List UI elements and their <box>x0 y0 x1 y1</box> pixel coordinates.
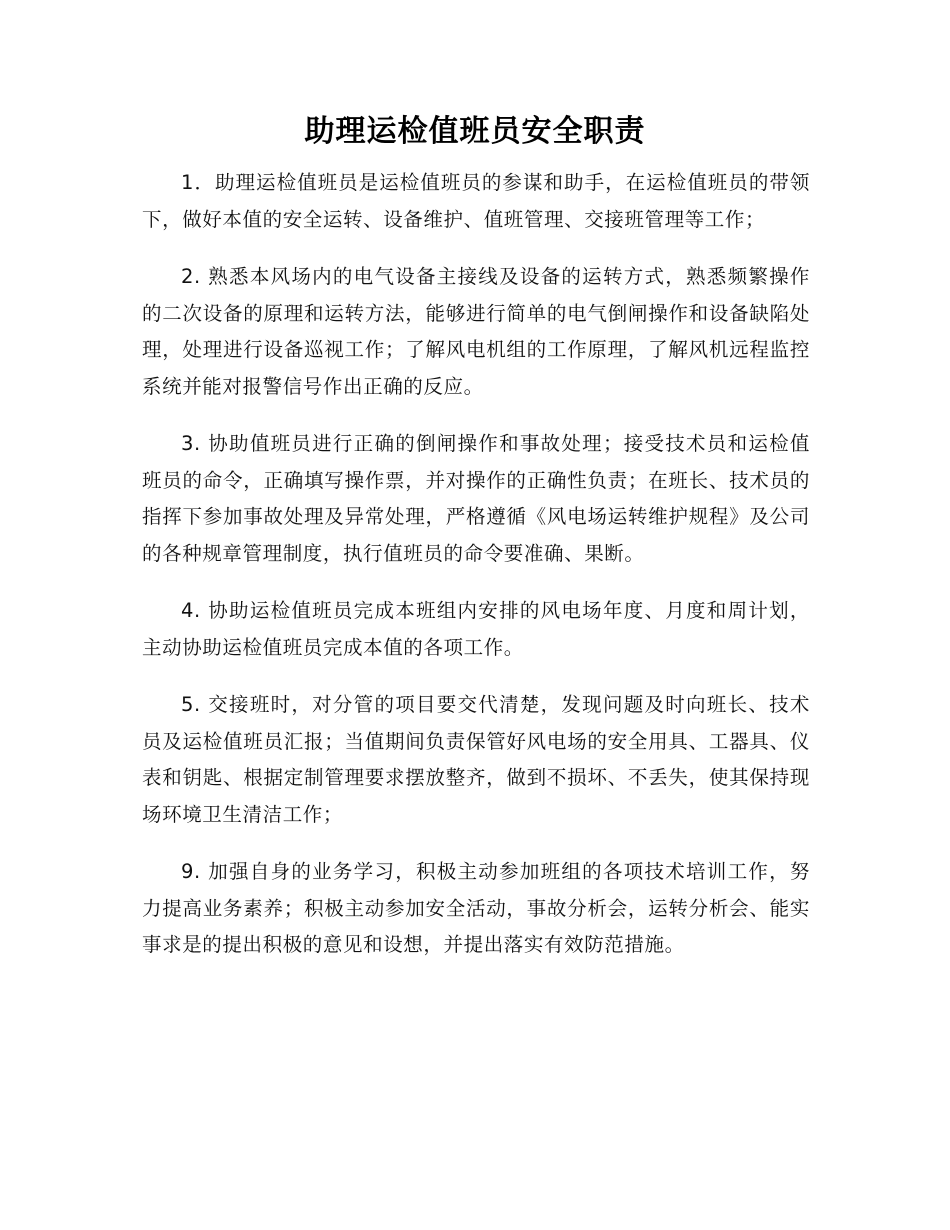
paragraph-1: 1．助理运检值班员是运检值班员的参谋和助手，在运检值班员的带领下，做好本值的安全运转、设备维护、值班管理、交接班管理等工作； <box>142 171 810 231</box>
paragraph-5: 5. 交接班时，对分管的项目要交代清楚，发现问题及时向班长、技术员及运检值班员汇报；当值期间负责保管好风电场的安全用具、工器具、仪表和钥匙、根据定制管理要求摆放整齐，做到不损坏、不丢失，使其保持现场环境卫生清洁工作； <box>142 693 810 826</box>
paragraph-3: 3. 协助值班员进行正确的倒闸操作和事故处理；接受技术员和运检值班员的命令，正确填写操作票，并对操作的正确性负责；在班长、技术员的指挥下参加事故处理及异常处理，严格遵循《风电场运转维护规程》及公司的各种规章管理制度，执行值班员的命令要准确、果断。 <box>142 432 810 565</box>
paragraph-4: 4. 协助运检值班员完成本班组内安排的风电场年度、月度和周计划，主动协助运检值班员完成本值的各项工作。 <box>142 599 810 659</box>
paragraph-2: 2. 熟悉本风场内的电气设备主接线及设备的运转方式，熟悉频繁操作的二次设备的原理和运转方法，能够进行简单的电气倒闸操作和设备缺陷处理，处理进行设备巡视工作；了解风电机组的工作原理，了解风机远程监控系统并能对报警信号作出正确的反应。 <box>142 265 810 398</box>
paragraph-9: 9. 加强自身的业务学习，积极主动参加班组的各项技术培训工作，努力提高业务素养；积极主动参加安全活动，事故分析会，运转分析会、能实事求是的提出积极的意见和设想，并提出落实有效防范措施。 <box>142 860 810 956</box>
document-body <box>142 165 810 985</box>
document-title: 助理运检值班员安全职责 <box>304 114 646 149</box>
